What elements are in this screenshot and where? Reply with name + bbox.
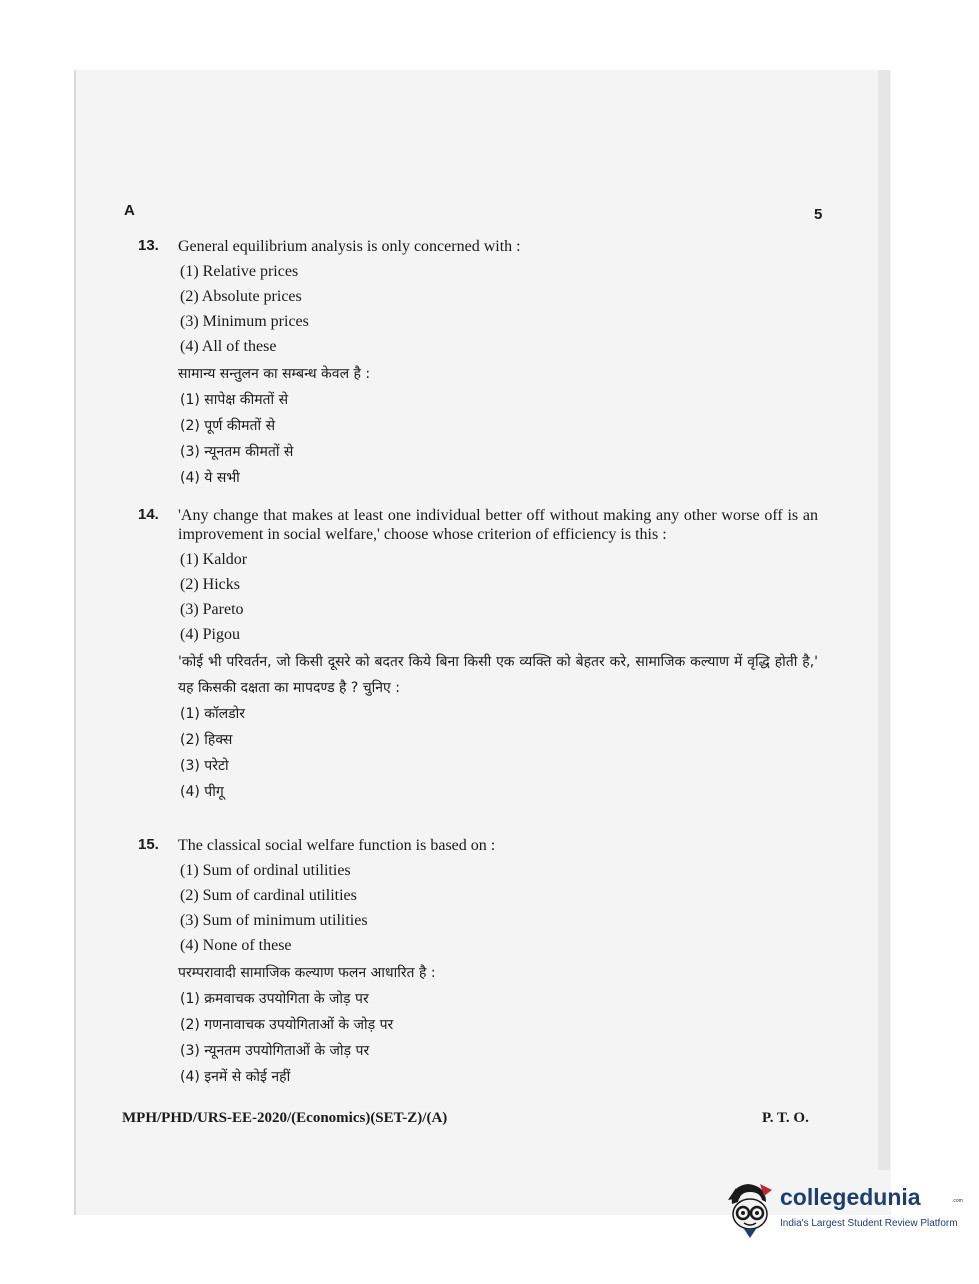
option-en: (2) Hicks [180, 576, 240, 593]
option-hi: (2) पूर्ण कीमतों से [180, 418, 276, 434]
question-text-hi: 'कोई भी परिवर्तन, जो किसी दूसरे को बदतर किये बिना किसी एक व्यक्ति को बेहतर करे, सामाजिक कल्याण में वृद्धि होती है,' यह किसकी दक्षता का मापदण्ड है ? चुनिए : [178, 654, 818, 696]
option-hi: (1) क्रमवाचक उपयोगिता के जोड़ पर [180, 991, 369, 1007]
option-en: (2) Absolute prices [180, 288, 302, 305]
page-number: 5 [814, 206, 823, 223]
option-hi: (3) न्यूनतम उपयोगिताओं के जोड़ पर [180, 1043, 370, 1059]
question-text-hi: परम्परावादी सामाजिक कल्याण फलन आधारित है : [178, 965, 436, 981]
brand-domain: .com [952, 1198, 963, 1204]
option-hi: (3) न्यूनतम कीमतों से [180, 444, 294, 460]
question-number: 13. [138, 237, 159, 254]
paper-code: MPH/PHD/URS-EE-2020/(Economics)(SET-Z)/(A) [122, 1110, 448, 1126]
question-number: 15. [138, 836, 159, 853]
option-en: (3) Minimum prices [180, 313, 309, 330]
option-en: (4) All of these [180, 338, 277, 355]
question-text-hi: सामान्य सन्तुलन का सम्बन्ध केवल है : [178, 366, 371, 382]
brand-tagline: India's Largest Student Review Platform [780, 1218, 958, 1229]
option-hi: (4) इनमें से कोई नहीं [180, 1069, 291, 1085]
option-en: (3) Sum of minimum utilities [180, 912, 368, 929]
question-text-en: 'Any change that makes at least one individual better off without making any other worse off is an improvement in social welfare,' choose whose criterion of efficiency is this : [178, 507, 818, 543]
option-hi: (1) सापेक्ष कीमतों से [180, 392, 289, 408]
mascot-icon [722, 1180, 778, 1240]
option-hi: (2) गणनावाचक उपयोगिताओं के जोड़ पर [180, 1017, 394, 1033]
sheet-edge-shadow [878, 70, 890, 1170]
question-13 [138, 237, 818, 491]
option-en: (3) Pareto [180, 601, 244, 618]
option-hi: (3) परेटो [180, 758, 229, 774]
pto-label: P. T. O. [762, 1110, 809, 1126]
question-text-en: The classical social welfare function is based on : [178, 837, 496, 854]
option-en: (1) Kaldor [180, 551, 248, 568]
question-15 [138, 836, 818, 1090]
option-en: (4) Pigou [180, 626, 240, 643]
option-hi: (2) हिक्स [180, 732, 233, 748]
set-code: A [124, 202, 135, 219]
question-number: 14. [138, 506, 159, 523]
option-hi: (4) पीगू [180, 784, 224, 800]
option-en: (1) Sum of ordinal utilities [180, 862, 351, 879]
question-text-en: General equilibrium analysis is only concerned with : [178, 238, 521, 255]
option-en: (4) None of these [180, 937, 292, 954]
option-hi: (4) ये सभी [180, 470, 240, 486]
question-14 [138, 506, 818, 805]
brand-name: collegedunia [780, 1184, 921, 1210]
collegedunia-watermark [722, 1178, 972, 1248]
option-hi: (1) कॉलडोर [180, 706, 245, 722]
option-en: (1) Relative prices [180, 263, 299, 280]
option-en: (2) Sum of cardinal utilities [180, 887, 357, 904]
